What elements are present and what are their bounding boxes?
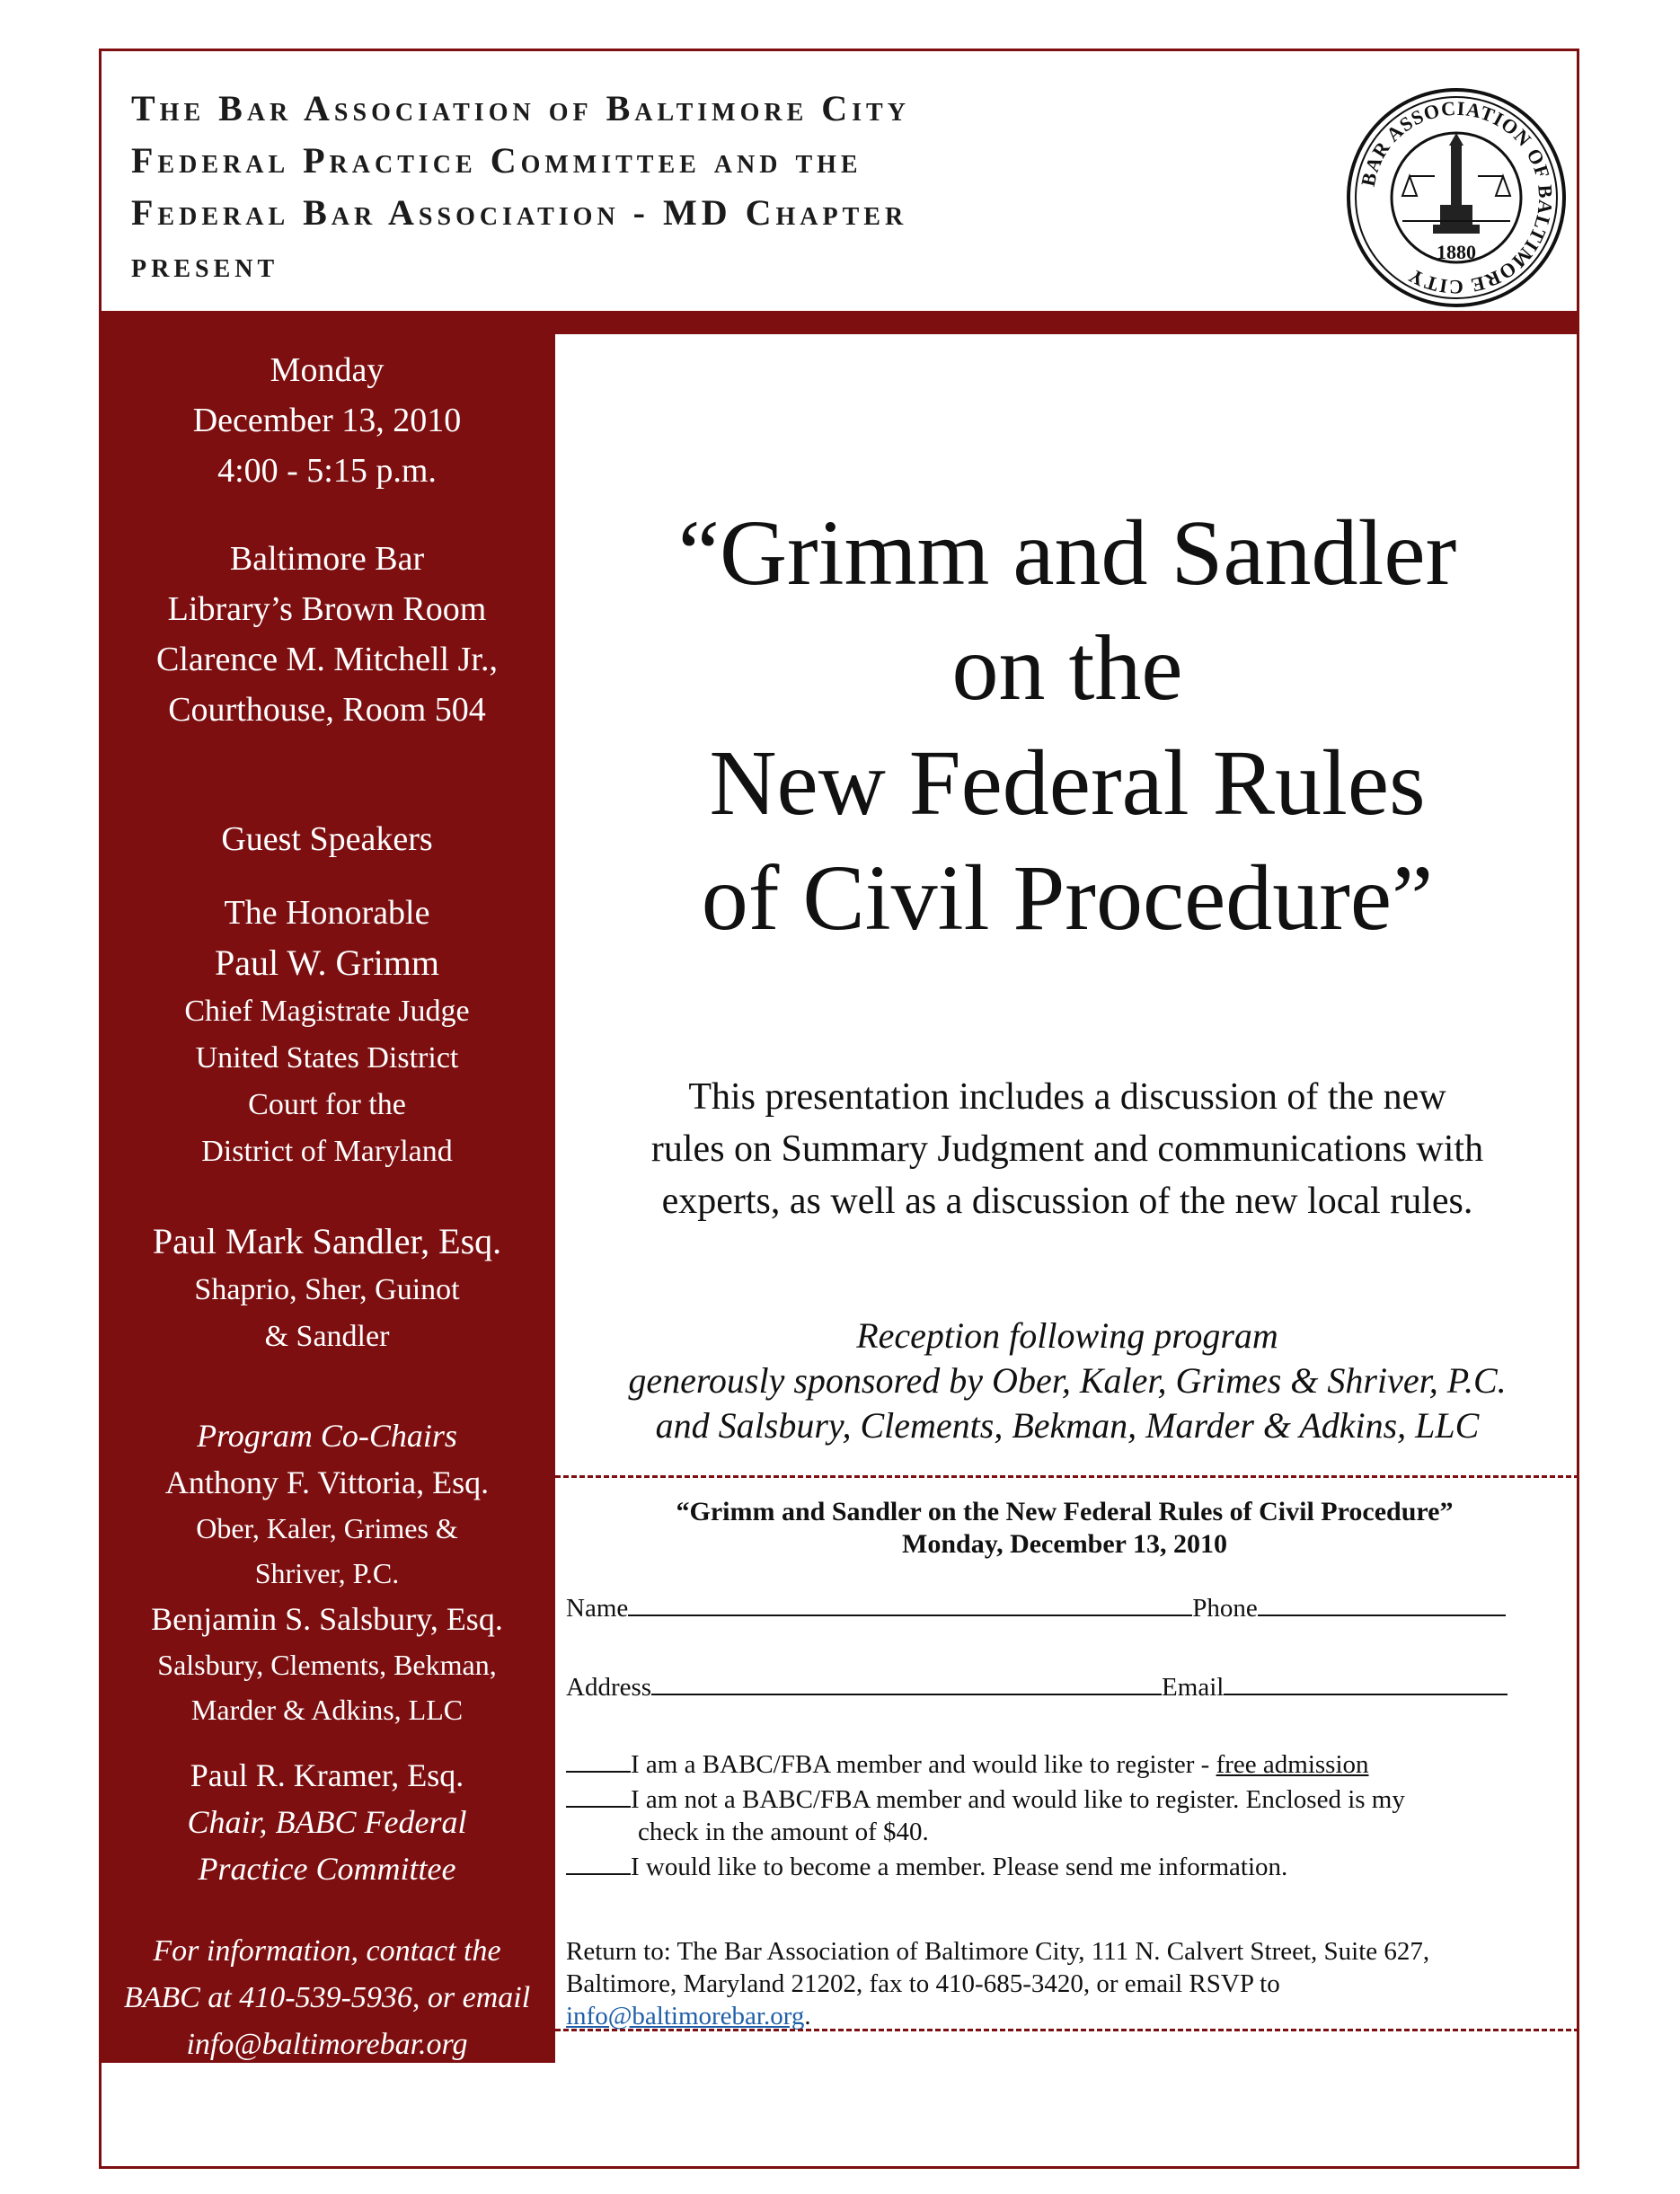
option-nonmember-text: I am not a BABC/FBA member and would like to register. Enclosed is my	[631, 1785, 1405, 1814]
chair-name: Paul R. Kramer, Esq.	[190, 1757, 464, 1793]
chair-title-line: Practice Committee	[198, 1851, 456, 1887]
speaker1-title-line: United States District	[195, 1041, 459, 1075]
phone-field[interactable]	[1258, 1588, 1506, 1616]
option-become-member	[566, 1848, 1563, 1883]
reception-note	[555, 1314, 1579, 1448]
description-line: This presentation includes a discussion of the new	[688, 1076, 1446, 1118]
chair-title-line: Chair, BABC Federal	[187, 1804, 467, 1840]
seal-year: 1880	[1437, 241, 1476, 263]
reception-line: and Salsbury, Clements, Bekman, Marder & Adkins, LLC	[655, 1405, 1480, 1446]
cochair2-firm-line: Marder & Adkins, LLC	[190, 1694, 464, 1726]
description-line: experts, as well as a discussion of the new local rules.	[661, 1181, 1473, 1222]
reception-line: Reception following program	[856, 1315, 1278, 1356]
option-nonmember-cont: check in the amount of $40.	[638, 1818, 929, 1846]
address-label: Address	[566, 1673, 652, 1702]
cochair1-firm-line: Ober, Kaler, Grimes &	[196, 1512, 458, 1544]
rsvp-email-link[interactable]: info@baltimorebar.org	[566, 2002, 805, 2030]
contact-line: For information, contact the	[153, 1934, 501, 1968]
event-date: December 13, 2010	[192, 402, 462, 439]
committee-chair	[99, 1752, 555, 1892]
location-line: Baltimore Bar	[229, 540, 425, 578]
event-datetime	[99, 345, 555, 496]
email-field[interactable]	[1224, 1667, 1508, 1695]
cochairs-heading: Program Co-Chairs	[197, 1418, 457, 1454]
option-member	[566, 1746, 1563, 1781]
speaker1-prefix: The Honorable	[224, 894, 430, 932]
header-line: The Bar Association of Baltimore City	[131, 88, 910, 128]
option-nonmember	[566, 1781, 1563, 1816]
reception-line: generously sponsored by Ober, Kaler, Grimes & Shriver, P.C.	[628, 1360, 1507, 1401]
event-location	[99, 534, 555, 735]
event-title	[555, 496, 1579, 956]
speaker1-title-line: Court for the	[248, 1088, 406, 1121]
event-day: Monday	[270, 351, 385, 389]
free-admission-text: free admission	[1216, 1750, 1369, 1779]
header-line: present	[131, 244, 279, 285]
name-field[interactable]	[628, 1588, 1192, 1616]
speaker1-name: Paul W. Grimm	[214, 942, 440, 983]
return-end: .	[804, 2002, 811, 2030]
form-cut-line-top	[555, 1475, 1579, 1478]
seal-text: BAR ASSOCIATION OF BALTIMORE CITY	[1356, 96, 1558, 299]
title-line: “Grimm and Sandler	[677, 501, 1457, 605]
option-nonmember-checkbox[interactable]	[566, 1781, 631, 1808]
option-become-member-checkbox[interactable]	[566, 1848, 631, 1875]
phone-label: Phone	[1192, 1594, 1258, 1623]
header-line: Federal Practice Committee and the	[131, 140, 862, 181]
bar-association-seal-icon	[1345, 86, 1568, 309]
contact-info	[99, 1928, 555, 2068]
speakers-heading: Guest Speakers	[221, 820, 433, 858]
guest-speakers	[99, 814, 555, 1175]
location-line: Courthouse, Room 504	[168, 691, 486, 729]
contact-line: BABC at 410-539-5936, or email	[123, 1981, 531, 2014]
speaker1-title-line: District of Maryland	[201, 1135, 453, 1168]
title-line: New Federal Rules	[709, 731, 1426, 835]
cochair1-name: Anthony F. Vittoria, Esq.	[164, 1464, 490, 1500]
registration-form	[566, 1496, 1563, 2032]
location-line: Library’s Brown Room	[167, 590, 487, 628]
title-line: of Civil Procedure”	[701, 846, 1434, 950]
return-instructions	[566, 1935, 1563, 2032]
header-line: Federal Bar Association - MD Chapter	[131, 192, 908, 233]
name-phone-row	[566, 1588, 1563, 1623]
form-cut-line-bottom	[555, 2029, 1579, 2031]
speaker2-firm-line: Shaprio, Sher, Guinot	[194, 1273, 460, 1306]
location-line: Clarence M. Mitchell Jr.,	[156, 641, 498, 678]
description-line: rules on Summary Judgment and communications with	[650, 1128, 1484, 1170]
registration-options	[566, 1746, 1563, 1883]
email-label: Email	[1162, 1673, 1225, 1702]
event-time: 4:00 - 5:15 p.m.	[217, 452, 437, 490]
name-label: Name	[566, 1594, 629, 1623]
address-field[interactable]	[651, 1667, 1162, 1695]
return-line: Baltimore, Maryland 21202, fax to 410-685-3420, or email RSVP to	[566, 1969, 1280, 1998]
speaker2-name: Paul Mark Sandler, Esq.	[152, 1221, 502, 1261]
program-cochairs	[99, 1412, 555, 1732]
option-become-member-text: I would like to become a member. Please send me information.	[631, 1853, 1288, 1881]
address-email-row	[566, 1667, 1563, 1703]
contact-line: info@baltimorebar.org	[186, 2028, 468, 2061]
speaker2	[99, 1216, 555, 1360]
header	[131, 83, 1299, 291]
title-line: on the	[951, 616, 1183, 720]
event-description	[555, 1071, 1579, 1227]
cochair2-name: Benjamin S. Salsbury, Esq.	[151, 1601, 503, 1637]
cochair1-firm-line: Shriver, P.C.	[254, 1557, 400, 1589]
speaker2-firm-line: & Sandler	[264, 1320, 390, 1353]
form-title: “Grimm and Sandler on the New Federal Rules of Civil Procedure”	[676, 1497, 1454, 1526]
speaker1-title-line: Chief Magistrate Judge	[184, 995, 470, 1028]
option-member-text: I am a BABC/FBA member and would like to register -	[631, 1750, 1216, 1779]
option-member-checkbox[interactable]	[566, 1746, 631, 1773]
sidebar	[99, 311, 555, 2063]
return-line: Return to: The Bar Association of Baltimore City, 111 N. Calvert Street, Suite 627,	[566, 1937, 1430, 1966]
cochair2-firm-line: Salsbury, Clements, Bekman,	[157, 1649, 497, 1681]
form-date: Monday, December 13, 2010	[902, 1529, 1227, 1559]
